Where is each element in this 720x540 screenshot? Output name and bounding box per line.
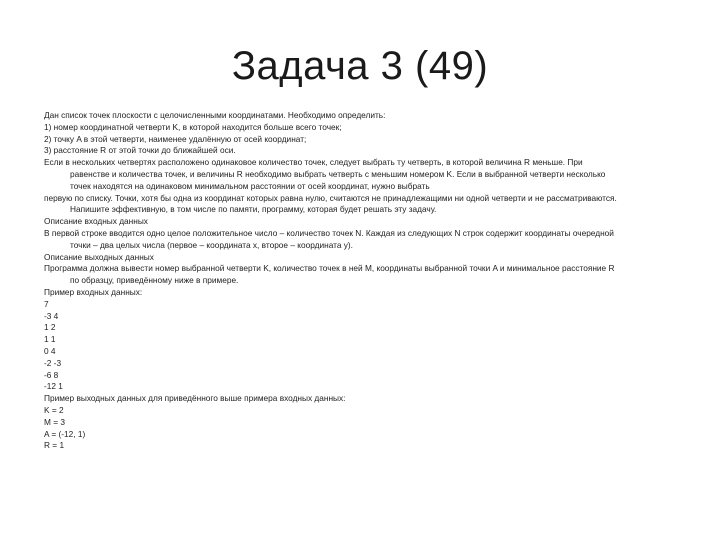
slide-body xyxy=(44,110,684,452)
input-line: 0 4 xyxy=(44,345,56,356)
section-heading: Описание входных данных xyxy=(44,216,148,227)
text-line: первую по списку. Точки, хотя бы одна из координат которых равна нулю, считаются не принадлежащими ни одной четверти и не рассматриваются. xyxy=(44,192,617,203)
text-line: 3) расстояние R от этой точки до ближайшей оси. xyxy=(44,145,236,156)
section-heading: Описание выходных данных xyxy=(44,251,154,262)
text-line: 2) точку A в этой четверти, наименее удалённую от осей координат; xyxy=(44,133,307,144)
text-line: Если в нескольких четвертях расположено одинаковое количество точек, следует выбрать ту четверть, в которой величина R меньше. При xyxy=(44,157,583,168)
input-line: 7 xyxy=(44,298,49,309)
text-line: 1) номер координатной четверти K, в которой находится больше всего точек; xyxy=(44,121,342,132)
output-line: M = 3 xyxy=(44,416,65,427)
section-heading: Пример входных данных: xyxy=(44,286,143,297)
text-line: равенстве и количества точек, и величины R необходимо выбрать четверть с меньшим номером K. Если в выбранной четверти несколько xyxy=(70,168,606,179)
text-line: Программа должна вывести номер выбранной четверти K, количество точек в ней M, координаты выбранной точки A и минимальное расстояние R xyxy=(44,263,615,274)
section-heading: Пример выходных данных для приведённого выше примера входных данных: xyxy=(44,393,346,404)
text-line: Напишите эффективную, в том числе по памяти, программу, которая будет решать эту задачу. xyxy=(70,204,437,215)
input-line: -12 1 xyxy=(44,381,63,392)
output-line: K = 2 xyxy=(44,404,64,415)
input-line: 1 1 xyxy=(44,334,56,345)
text-line: точки – два целых числа (первое – координата x, второе – координата y). xyxy=(70,239,353,250)
text-line: В первой строке вводится одно целое положительное число – количество точек N. Каждая из следующих N строк содержит координаты очередной xyxy=(44,227,614,238)
slide-title: Задача 3 (49) xyxy=(231,44,489,88)
text-line: Дан список точек плоскости с целочисленными координатами. Необходимо определить: xyxy=(44,110,386,120)
text-line: точек находятся на одинаковом минимальном расстоянии от осей координат, нужно выбрать xyxy=(70,180,430,191)
output-line: R = 1 xyxy=(44,440,65,451)
input-line: -2 -3 xyxy=(44,357,62,368)
input-line: -6 8 xyxy=(44,369,59,380)
input-line: -3 4 xyxy=(44,310,59,321)
output-line: A = (-12, 1) xyxy=(44,428,86,439)
input-line: 1 2 xyxy=(44,322,56,333)
text-line: по образцу, приведённому ниже в примере. xyxy=(70,275,239,286)
